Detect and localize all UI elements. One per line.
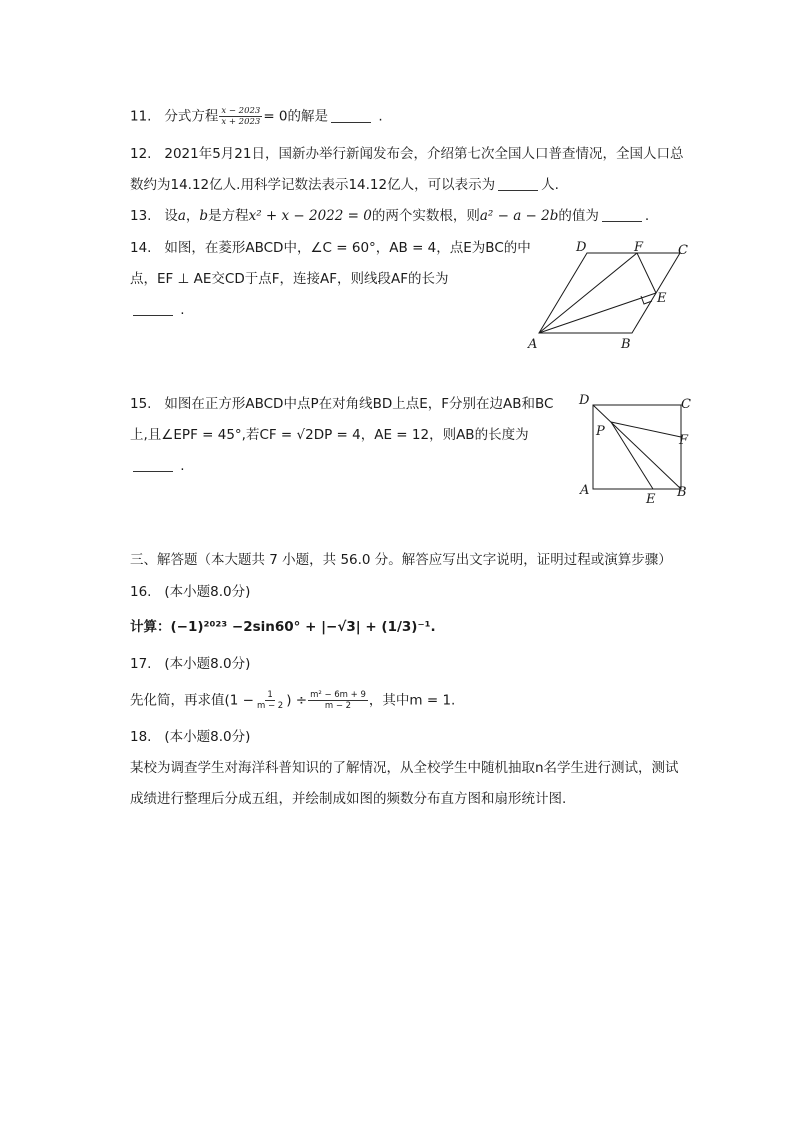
q14-number: 14.: [130, 240, 152, 256]
q17-number: 17.: [130, 656, 152, 672]
q13-var-a: a: [177, 208, 186, 224]
q14-line1: [130, 238, 531, 258]
q17-fraction-1: [255, 690, 285, 711]
q14-segment-ef: [637, 253, 656, 293]
q17-body: [130, 690, 455, 711]
q17-suffix: ，其中m = 1.: [368, 692, 456, 709]
q14-answer-blank[interactable]: [133, 301, 173, 316]
q15-text-2: 上,且∠EPF = 45°,若CF = √2DP = 4，AE = 12，则AB的长度为: [130, 427, 529, 443]
q14-segment-af: [539, 253, 637, 333]
q17-f1-den: m − 2: [256, 701, 284, 711]
q13-line: [130, 206, 649, 226]
q13-number: 13.: [130, 208, 152, 224]
q11-end: .: [378, 108, 383, 125]
q15-label-p: P: [596, 424, 605, 439]
q15-label-e: E: [646, 492, 656, 507]
q17-mid: ) ÷: [286, 692, 308, 709]
q14-label-e: E: [657, 291, 667, 306]
q17-score: (本小题8.0分): [164, 656, 251, 672]
section3-title: 三、解答题（本大题共 7 小题，共 56.0 分。解答应写出文字说明，证明过程或演算步骤）: [130, 552, 672, 568]
q17-prefix: 先化简，再求值(1 −: [130, 692, 254, 709]
q15-number: 15.: [130, 396, 152, 412]
q11-suffix: = 0的解是: [263, 108, 329, 125]
q15-square-figure: [575, 390, 700, 508]
q14-rhombus-figure: [520, 238, 700, 356]
q12-text-1: 2021年5月21日，国新办举行新闻发布会，介绍第七次全国人口普查情况，全国人口总: [164, 146, 684, 162]
section3-heading: [130, 550, 672, 570]
q13-answer-blank[interactable]: [602, 207, 642, 222]
q11-answer-blank[interactable]: [331, 108, 371, 123]
q15-line2: [130, 425, 529, 445]
q15-segment-pf: [611, 422, 681, 437]
q14-end: .: [180, 302, 185, 318]
q13-text-end: 的值为: [558, 208, 599, 224]
q16-text: 计算：(−1)²⁰²³ −2sin60° + |−√3| + (1/3)⁻¹.: [130, 619, 436, 635]
q17-fraction-2: [308, 690, 368, 711]
q12-line2: [130, 175, 559, 195]
q11-frac-num: x − 2023: [221, 106, 261, 116]
q18-line2: [130, 789, 566, 809]
q16-score: (本小题8.0分): [164, 584, 251, 600]
q18-text-1: 某校为调查学生对海洋科普知识的了解情况，从全校学生中随机抽取n名学生进行测试，测试: [130, 760, 679, 776]
q14-segment-ae: [539, 293, 656, 333]
q18-score: (本小题8.0分): [164, 729, 251, 745]
q13-equation: x² + x − 2022 = 0: [248, 208, 372, 224]
q17-header: [130, 654, 250, 674]
q14-line2: [130, 269, 449, 289]
q16-header: [130, 582, 250, 602]
q14-label-a: A: [528, 337, 538, 352]
q12-number: 12.: [130, 146, 152, 162]
q18-text-2: 成绩进行整理后分成五组，并绘制成如图的频数分布直方图和扇形统计图.: [130, 791, 567, 807]
q12-answer-blank[interactable]: [498, 176, 538, 191]
q16-number: 16.: [130, 584, 152, 600]
q11-line: [130, 106, 383, 127]
q12-text-3: 人.: [541, 177, 559, 193]
q12-text-2: 数约为14.12亿人.用科学记数法表示14.12亿人，可以表示为: [130, 177, 496, 193]
q15-text-1: 如图在正方形ABCD中点P在对角线BD上点E，F分别在边AB和BC: [164, 396, 554, 412]
q15-label-b: B: [677, 485, 687, 500]
q11-fraction: [219, 106, 262, 127]
q13-text-a: 设: [164, 208, 178, 224]
q14-text-2: 点，EF ⊥ AE交CD于点F，连接AF，则线段AF的长为: [130, 271, 449, 287]
q17-f1-num: 1: [267, 690, 273, 700]
q18-line1: [130, 758, 679, 778]
q13-text-mid: 是方程: [208, 208, 249, 224]
q15-answer-blank[interactable]: [133, 457, 173, 472]
q18-header: [130, 727, 250, 747]
q13-var-b: b: [199, 208, 209, 224]
q14-label-b: B: [621, 337, 631, 352]
q14-label-c: C: [678, 243, 688, 258]
q15-label-d: D: [579, 393, 590, 408]
q13-end: .: [644, 208, 650, 224]
q15-diagonal-bd: [593, 405, 681, 489]
q13-expression: a² − a − 2b: [479, 208, 559, 224]
q14-line3: [130, 300, 185, 320]
q15-label-f: F: [679, 433, 689, 448]
q12-line1: [130, 144, 683, 164]
q14-label-f: F: [634, 240, 644, 255]
q15-label-c: C: [681, 397, 691, 412]
q15-end: .: [180, 458, 185, 474]
q17-f2-num: m² − 6m + 9: [310, 690, 366, 700]
q15-line1: [130, 394, 553, 414]
q14-label-d: D: [576, 240, 587, 255]
q16-body: [130, 617, 436, 637]
q15-label-a: A: [580, 483, 590, 498]
q11-number: 11.: [130, 108, 152, 125]
q11-prefix: 分式方程: [164, 108, 219, 125]
q13-sep: ，: [185, 208, 200, 224]
q15-segment-pe: [611, 422, 653, 489]
q15-line3: [130, 456, 185, 476]
q13-text-mid2: 的两个实数根，则: [371, 208, 480, 224]
q17-f2-den: m − 2: [324, 701, 352, 711]
q18-number: 18.: [130, 729, 152, 745]
q11-frac-den: x + 2023: [221, 117, 261, 127]
q14-text-1: 如图，在菱形ABCD中，∠C = 60°，AB = 4，点E为BC的中: [164, 240, 531, 256]
